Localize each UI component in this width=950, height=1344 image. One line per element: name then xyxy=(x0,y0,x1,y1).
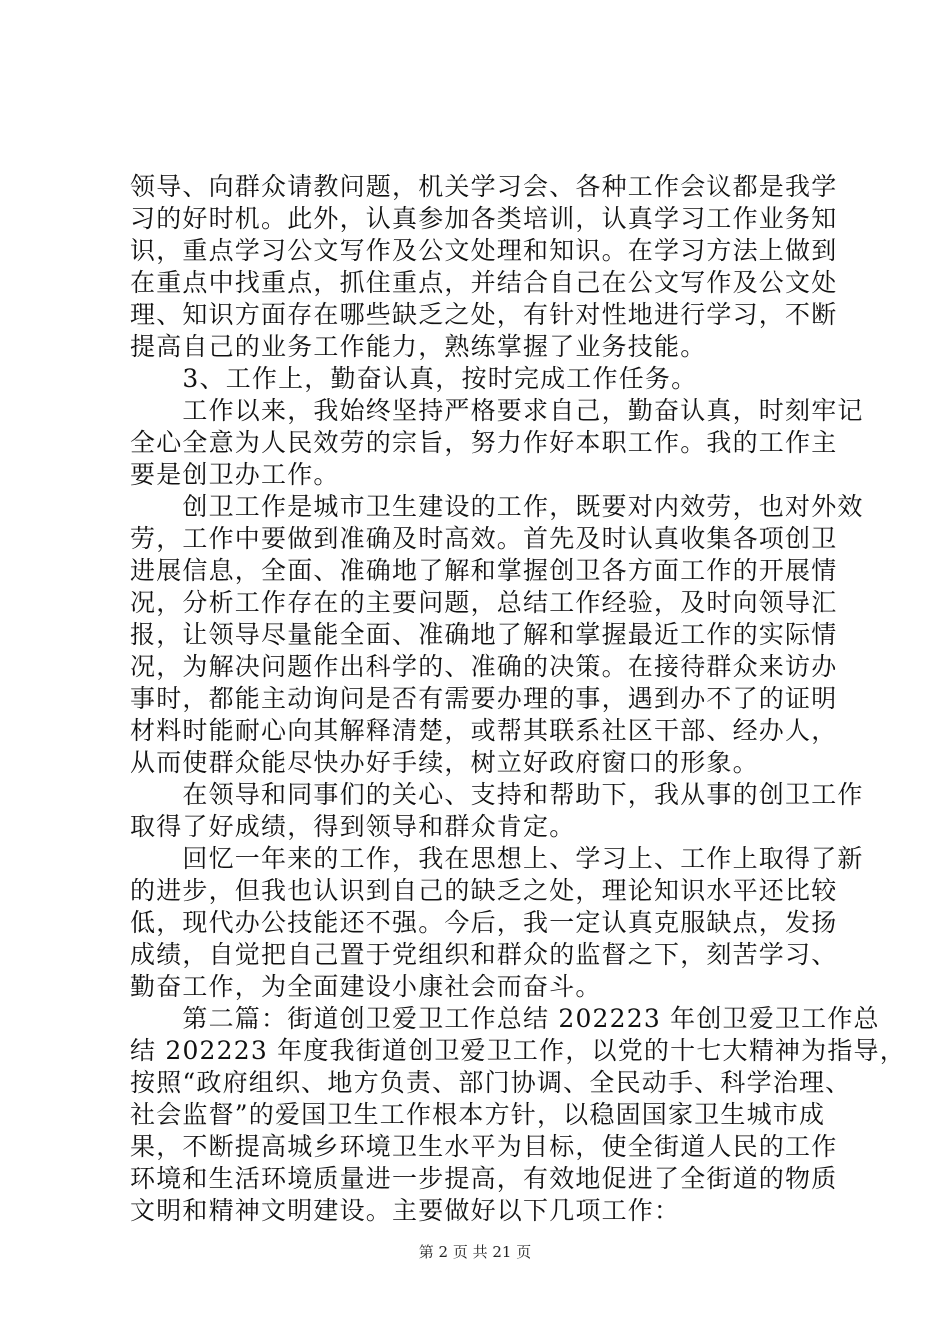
text-line: 况，分析工作存在的主要问题，总结工作经验，及时向领导汇 xyxy=(130,588,838,617)
text-line: 理、知识方面存在哪些缺乏之处，有针对性地进行学习，不断 xyxy=(130,300,838,329)
text-line: 3、工作上，勤奋认真，按时完成工作任务。 xyxy=(130,364,698,393)
text-line: 回忆一年来的工作，我在思想上、学习上、工作上取得了新 xyxy=(130,844,864,873)
text-line: 劳，工作中要做到准确及时高效。首先及时认真收集各项创卫 xyxy=(130,524,838,553)
text-line: 在领导和同事们的关心、支持和帮助下，我从事的创卫工作 xyxy=(130,780,864,809)
text-line: 全心全意为人民效劳的宗旨，努力作好本职工作。我的工作主 xyxy=(130,428,838,457)
text-line: 低，现代办公技能还不强。今后，我一定认真克服缺点，发扬 xyxy=(130,908,838,937)
text-line: 果，不断提高城乡环境卫生水平为目标，使全街道人民的工作 xyxy=(130,1132,838,1161)
text-line: 报，让领导尽量能全面、准确地了解和掌握最近工作的实际情 xyxy=(130,620,838,649)
text-line: 工作以来，我始终坚持严格要求自己，勤奋认真，时刻牢记 xyxy=(130,396,864,425)
text-line: 创卫工作是城市卫生建设的工作，既要对内效劳，也对外效 xyxy=(130,492,864,521)
text-line: 要是创卫办工作。 xyxy=(130,460,340,489)
text-line: 从而使群众能尽快办好手续，树立好政府窗口的形象。 xyxy=(130,748,759,777)
text-line: 文明和精神文明建设。主要做好以下几项工作： xyxy=(130,1196,681,1225)
text-line: 成绩，自觉把自己置于党组织和群众的监督之下，刻苦学习、 xyxy=(130,940,838,969)
text-line: 环境和生活环境质量进一步提高，有效地促进了全街道的物质 xyxy=(130,1164,838,1193)
text-line: 事时，都能主动询问是否有需要办理的事，遇到办不了的证明 xyxy=(130,684,838,713)
text-line: 勤奋工作，为全面建设小康社会而奋斗。 xyxy=(130,972,602,1001)
text-line: 识，重点学习公文写作及公文处理和知识。在学习方法上做到 xyxy=(130,236,838,265)
text-line: 在重点中找重点，抓住重点，并结合自己在公文写作及公文处 xyxy=(130,268,838,297)
document-body xyxy=(130,171,906,1227)
text-line: 的进步，但我也认识到自己的缺乏之处，理论知识水平还比较 xyxy=(130,876,838,905)
text-line: 第二篇：街道创卫爱卫工作总结 202223 年创卫爱卫工作总 xyxy=(130,1004,880,1033)
text-line: 进展信息，全面、准确地了解和掌握创卫各方面工作的开展情 xyxy=(130,556,838,585)
text-line: 领导、向群众请教问题，机关学习会、各种工作会议都是我学 xyxy=(130,172,838,201)
text-line: 习的好时机。此外，认真参加各类培训，认真学习工作业务知 xyxy=(130,204,838,233)
text-line: 结 202223 年度我街道创卫爱卫工作，以党的十七大精神为指导， xyxy=(130,1036,906,1065)
text-line: 按照“政府组织、地方负责、部门协调、全民动手、科学治理、 xyxy=(130,1068,852,1097)
page-number-footer: 第 2 页 共 21 页 xyxy=(418,1243,532,1261)
text-line: 社会监督”的爱国卫生工作根本方针，以稳固国家卫生城市成 xyxy=(130,1100,826,1129)
text-line: 况，为解决问题作出科学的、准确的决策。在接待群众来访办 xyxy=(130,652,838,681)
text-line: 材料时能耐心向其解释清楚，或帮其联系社区干部、经办人， xyxy=(130,716,838,745)
text-line: 取得了好成绩，得到领导和群众肯定。 xyxy=(130,812,576,841)
text-line: 提高自己的业务工作能力，熟练掌握了业务技能。 xyxy=(130,332,707,361)
